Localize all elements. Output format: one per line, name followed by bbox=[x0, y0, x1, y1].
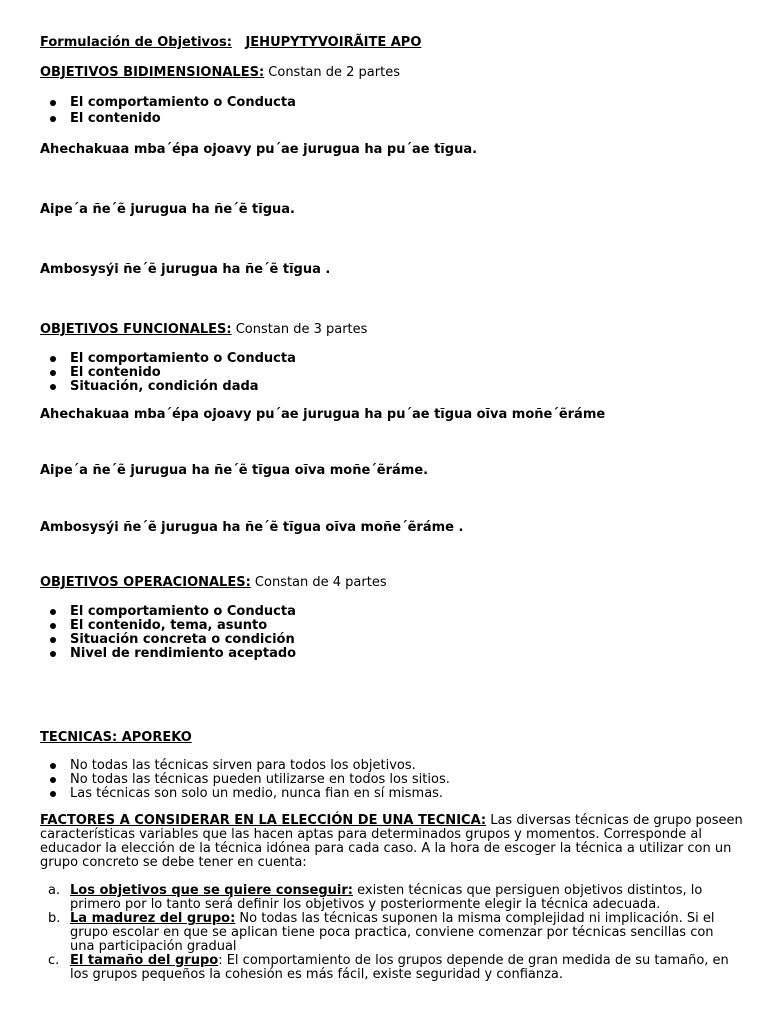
bidim-line-2: Aipe´a ñe´ẽ jurugua ha ñe´ẽ tĩgua. bbox=[40, 202, 295, 217]
list-item: a. Los objetivos que se quiere conseguir: existen técnicas que persiguen objetivos distintos, lo primero por lo tanto será definir los objetivos y posteriormente elegir la técnica adecuada. bbox=[48, 883, 703, 912]
list-item: El contenido bbox=[48, 366, 296, 380]
tec-list bbox=[48, 759, 450, 801]
func-desc: Constan de 3 partes bbox=[231, 322, 368, 337]
list-item: No todas las técnicas pueden utilizarse en todos los sitios. bbox=[48, 773, 450, 787]
oper-desc: Constan de 4 partes bbox=[250, 575, 387, 590]
factores-paragraph: FACTORES A CONSIDERAR EN LA ELECCIÓN DE UNA TECNICA: Las diversas técnicas de grupo poseen características variables que las hacen aptas para determinados grupos y momentos. Corresponde al educador la elección de la técnica idónea para cada caso. A la hora de escoger la técnica a utilizar con un grupo concreto se debe tener en cuenta: bbox=[40, 813, 743, 870]
list-item: El comportamiento o Conducta bbox=[48, 352, 296, 366]
bullet-icon bbox=[50, 777, 56, 783]
bidim-line-1: Ahechakuaa mba´épa ojoavy pu´ae jurugua ha pu´ae tĩgua. bbox=[40, 142, 478, 157]
bidim-heading-line bbox=[40, 66, 400, 80]
bullet-icon bbox=[50, 651, 56, 657]
oper-heading-line bbox=[40, 576, 387, 590]
factor-title: La madurez del grupo: bbox=[70, 911, 236, 926]
bullet-icon bbox=[50, 116, 56, 122]
bullet-icon bbox=[50, 609, 56, 615]
func-line-2: Aipe´a ñe´ẽ jurugua ha ñe´ẽ tĩgua oĩva moñe´ẽráme. bbox=[40, 463, 429, 478]
bidim-heading: OBJETIVOS BIDIMENSIONALES: bbox=[40, 65, 265, 80]
factor-title: Los objetivos que se quiere conseguir: bbox=[70, 883, 353, 898]
list-item: Nivel de rendimiento aceptado bbox=[48, 647, 296, 661]
bidim-desc: Constan de 2 partes bbox=[264, 65, 400, 80]
bidim-line-3: Ambosysýi ñe´ẽ jurugua ha ñe´ẽ tĩgua . bbox=[40, 262, 331, 277]
list-item: b. La madurez del grupo: No todas las técnicas suponen la misma complejidad ni implicación. Si el grupo escolar en que se aplican tiene poca practica, conviene comenzar por técnicas sencillas con una participación gradual bbox=[48, 911, 715, 954]
bullet-icon bbox=[50, 356, 56, 362]
list-item: Las técnicas son solo un medio, nunca fian en sí mismas. bbox=[48, 787, 450, 801]
func-list bbox=[48, 352, 296, 394]
list-item: El contenido bbox=[48, 112, 296, 126]
list-item: El contenido, tema, asunto bbox=[48, 619, 296, 633]
oper-heading: OBJETIVOS OPERACIONALES: bbox=[40, 575, 251, 590]
bullet-icon bbox=[50, 791, 56, 797]
list-item: El comportamiento o Conducta bbox=[48, 605, 296, 619]
tec-heading: TECNICAS: APOREKO bbox=[40, 730, 192, 745]
bullet-icon bbox=[50, 100, 56, 106]
func-heading-line bbox=[40, 323, 367, 337]
oper-list bbox=[48, 605, 296, 661]
list-item: No todas las técnicas sirven para todos los objetivos. bbox=[48, 759, 450, 773]
list-item: Situación, condición dada bbox=[48, 380, 296, 394]
bullet-icon bbox=[50, 763, 56, 769]
func-heading: OBJETIVOS FUNCIONALES: bbox=[40, 322, 232, 337]
bullet-icon bbox=[50, 370, 56, 376]
bidim-list bbox=[48, 96, 296, 126]
func-line-1: Ahechakuaa mba´épa ojoavy pu´ae jurugua ha pu´ae tĩgua oĩva moñe´ẽráme bbox=[40, 407, 606, 422]
list-item: Situación concreta o condición bbox=[48, 633, 296, 647]
bullet-icon bbox=[50, 637, 56, 643]
factor-title: El tamaño del grupo bbox=[70, 953, 219, 968]
doc-title bbox=[40, 36, 421, 50]
list-item: c. El tamaño del grupo: El comportamiento de los grupos depende de gran medida de su tamaño, en los grupos pequeños la cohesión es más fácil, existe seguridad y confianza. bbox=[48, 953, 729, 982]
title-label: Formulación de Objetivos: bbox=[40, 35, 232, 50]
bullet-icon bbox=[50, 384, 56, 390]
factores-list bbox=[40, 884, 730, 982]
list-item: El comportamiento o Conducta bbox=[48, 96, 296, 110]
title-value: JEHUPYTYVOIRÃITE APO bbox=[245, 35, 422, 50]
factores-heading: FACTORES A CONSIDERAR EN LA ELECCIÓN DE UNA TECNICA: bbox=[40, 813, 487, 828]
bullet-icon bbox=[50, 623, 56, 629]
func-line-3: Ambosysýi ñe´ẽ jurugua ha ñe´ẽ tĩgua oĩva moñe´ẽráme . bbox=[40, 520, 464, 535]
